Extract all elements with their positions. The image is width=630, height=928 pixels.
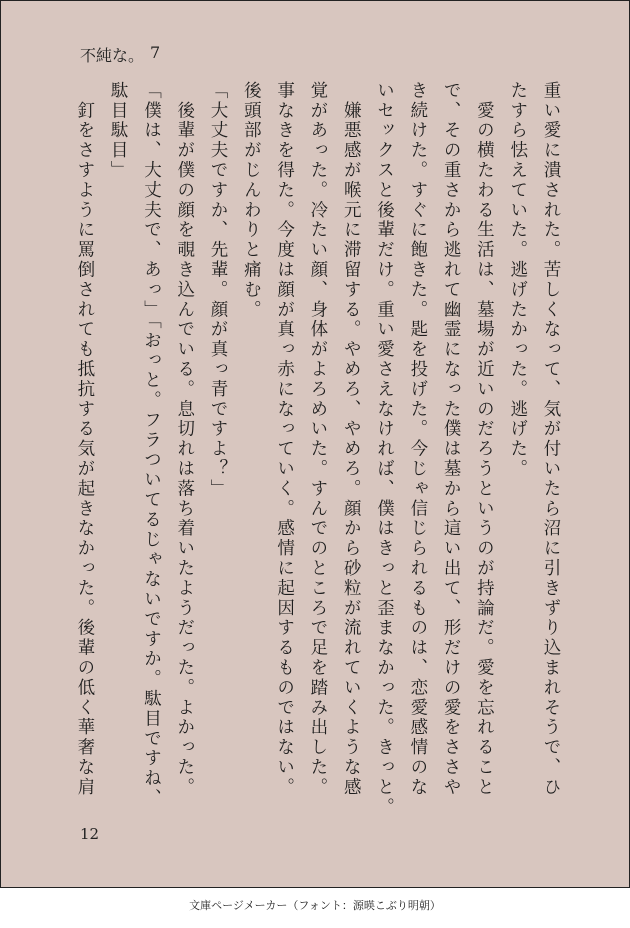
page-header: [80, 43, 160, 66]
text-line-7: 嫌悪感が喉元に滞留する。やめろ、やめろ。顔から砂粒が流れていくような感: [341, 81, 362, 798]
text-line-11: 「大丈夫ですか、先輩。顔が真っ青ですよ？」: [208, 81, 229, 499]
text-line-6: いセックスと後輩だけ。重い愛さえなければ、僕はきっと歪まなかった。きっと。: [374, 81, 395, 818]
text-line-5: き続けた。すぐに飽きた。匙を投げた。今じゃ信じられるものは、恋愛感情のな: [407, 81, 428, 798]
text-line-15: 釘をさすように罵倒されても抵抗する気が起きなかった。後輩の低く華奢な肩: [74, 81, 95, 798]
text-line-2: たすら怯えていた。逃げたかった。逃げた。: [507, 81, 528, 479]
text-line-10: 後頭部がじんわりと痛む。: [241, 81, 262, 320]
vertical-body-text: [74, 81, 567, 818]
text-line-12: 後輩が僕の顔を覗き込んでいる。息切れは落ち着いたようだった。よかった。: [174, 81, 195, 798]
text-line-14: 駄目駄目」: [108, 81, 129, 181]
text-line-1: 重い愛に潰された。苦しくなって、気が付いたら沼に引きずり込まれそうで、ひ: [541, 81, 561, 798]
footer-credit: 文庫ページメーカー（フォント：源暎こぶり明朝）: [189, 899, 441, 912]
chapter-number: 7: [150, 43, 161, 62]
text-line-9: 事なきを得た。今度は顔が真っ赤になっていく。感情に起因するものではない。: [274, 81, 295, 798]
text-line-4: で、その重さから逃れて幽霊になった僕は墓から這い出て、形だけの愛をささや: [441, 81, 462, 798]
page-number: 12: [80, 825, 100, 843]
text-line-13: 「僕は、大丈夫で、あっ」「おっと。フラついてるじゃないですか。駄目ですね、: [141, 81, 162, 809]
book-title: 不純な。: [80, 46, 145, 65]
text-line-3: 愛の横たわる生活は、墓場が近いのだろうというのが持論だ。愛を忘れること: [474, 81, 495, 798]
text-line-8: 覚があった。冷たい顔、身体がよろめいた。すんでのところで足を踏み出した。: [307, 81, 328, 798]
